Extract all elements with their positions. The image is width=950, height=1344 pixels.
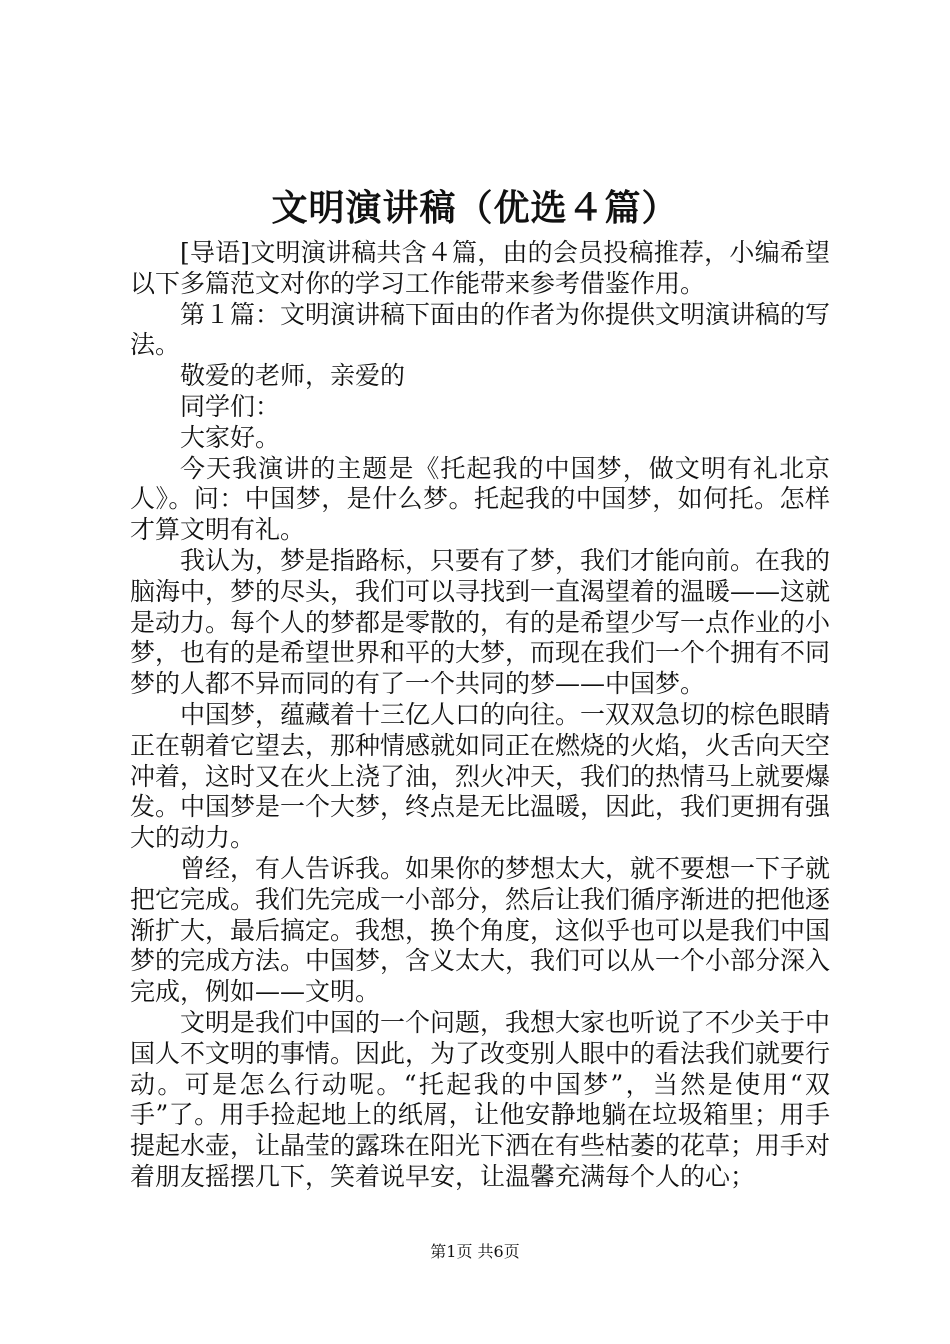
paragraph-students: 同学们： (180, 391, 281, 421)
paragraph-intro: [导语]文明演讲稿共含４篇，由的会员投稿推荐，小编希望以下多篇范文对你的学习工作能带来参考借鉴作用。 (130, 238, 830, 298)
document-body (130, 238, 830, 1193)
document-title: 文明演讲稿（优选４篇） (271, 187, 679, 229)
paragraph-china-dream: 中国梦，蕴藏着十三亿人口的向往。一双双急切的棕色眼睛正在朝着它望去，那种情感就如同正在燃烧的火焰，火舌向天空冲着，这时又在火上浇了油，烈火冲天，我们的热情马上就要爆发。中国梦是一个大梦，终点是无比温暖，因此，我们更拥有强大的动力。 (130, 699, 831, 853)
page-number-footer: 第1页 共6页 (430, 1242, 520, 1261)
paragraph-greeting: 大家好。 (180, 422, 281, 452)
paragraph-dream-guide: 我认为，梦是指路标，只要有了梦，我们才能向前。在我的脑海中，梦的尽头，我们可以寻找到一直渴望着的温暖——这就是动力。每个人的梦都是零散的，有的是希望少写一点作业的小梦，也有的是希望世界和平的大梦，而现在我们一个个拥有不同梦的人都不异而同的有了一个共同的梦——中国梦。 (130, 545, 831, 699)
paragraph-part-1-heading: 第１篇：文明演讲稿下面由的作者为你提供文明演讲稿的写法。 (130, 299, 831, 360)
paragraph-step-by-step: 曾经，有人告诉我。如果你的梦想太大，就不要想一下子就把它完成。我们先完成一小部分，然后让我们循序渐进的把他逐渐扩大，最后搞定。我想，换个角度，这似乎也可以是我们中国梦的完成方法。中国梦，含义太大，我们可以从一个小部分深入完成，例如——文明。 (130, 853, 831, 1007)
paragraph-topic: 今天我演讲的主题是《托起我的中国梦，做文明有礼北京人》。问：中国梦，是什么梦。托起我的中国梦，如何托。怎样才算文明有礼。 (130, 453, 830, 545)
paragraph-salutation: 敬爱的老师，亲爱的 (180, 361, 406, 391)
paragraph-civility: 文明是我们中国的一个问题，我想大家也听说了不少关于中国人不文明的事情。因此，为了改变别人眼中的看法我们就要行动。可是怎么行动呢。“托起我的中国梦”，当然是使用“双手”了。用手捡起地上的纸屑，让他安静地躺在垃圾箱里；用手提起水壶，让晶莹的露珠在阳光下洒在有些枯萎的花草；用手对着朋友摇摆几下，笑着说早安，让温馨充满每个人的心； (130, 1007, 831, 1191)
